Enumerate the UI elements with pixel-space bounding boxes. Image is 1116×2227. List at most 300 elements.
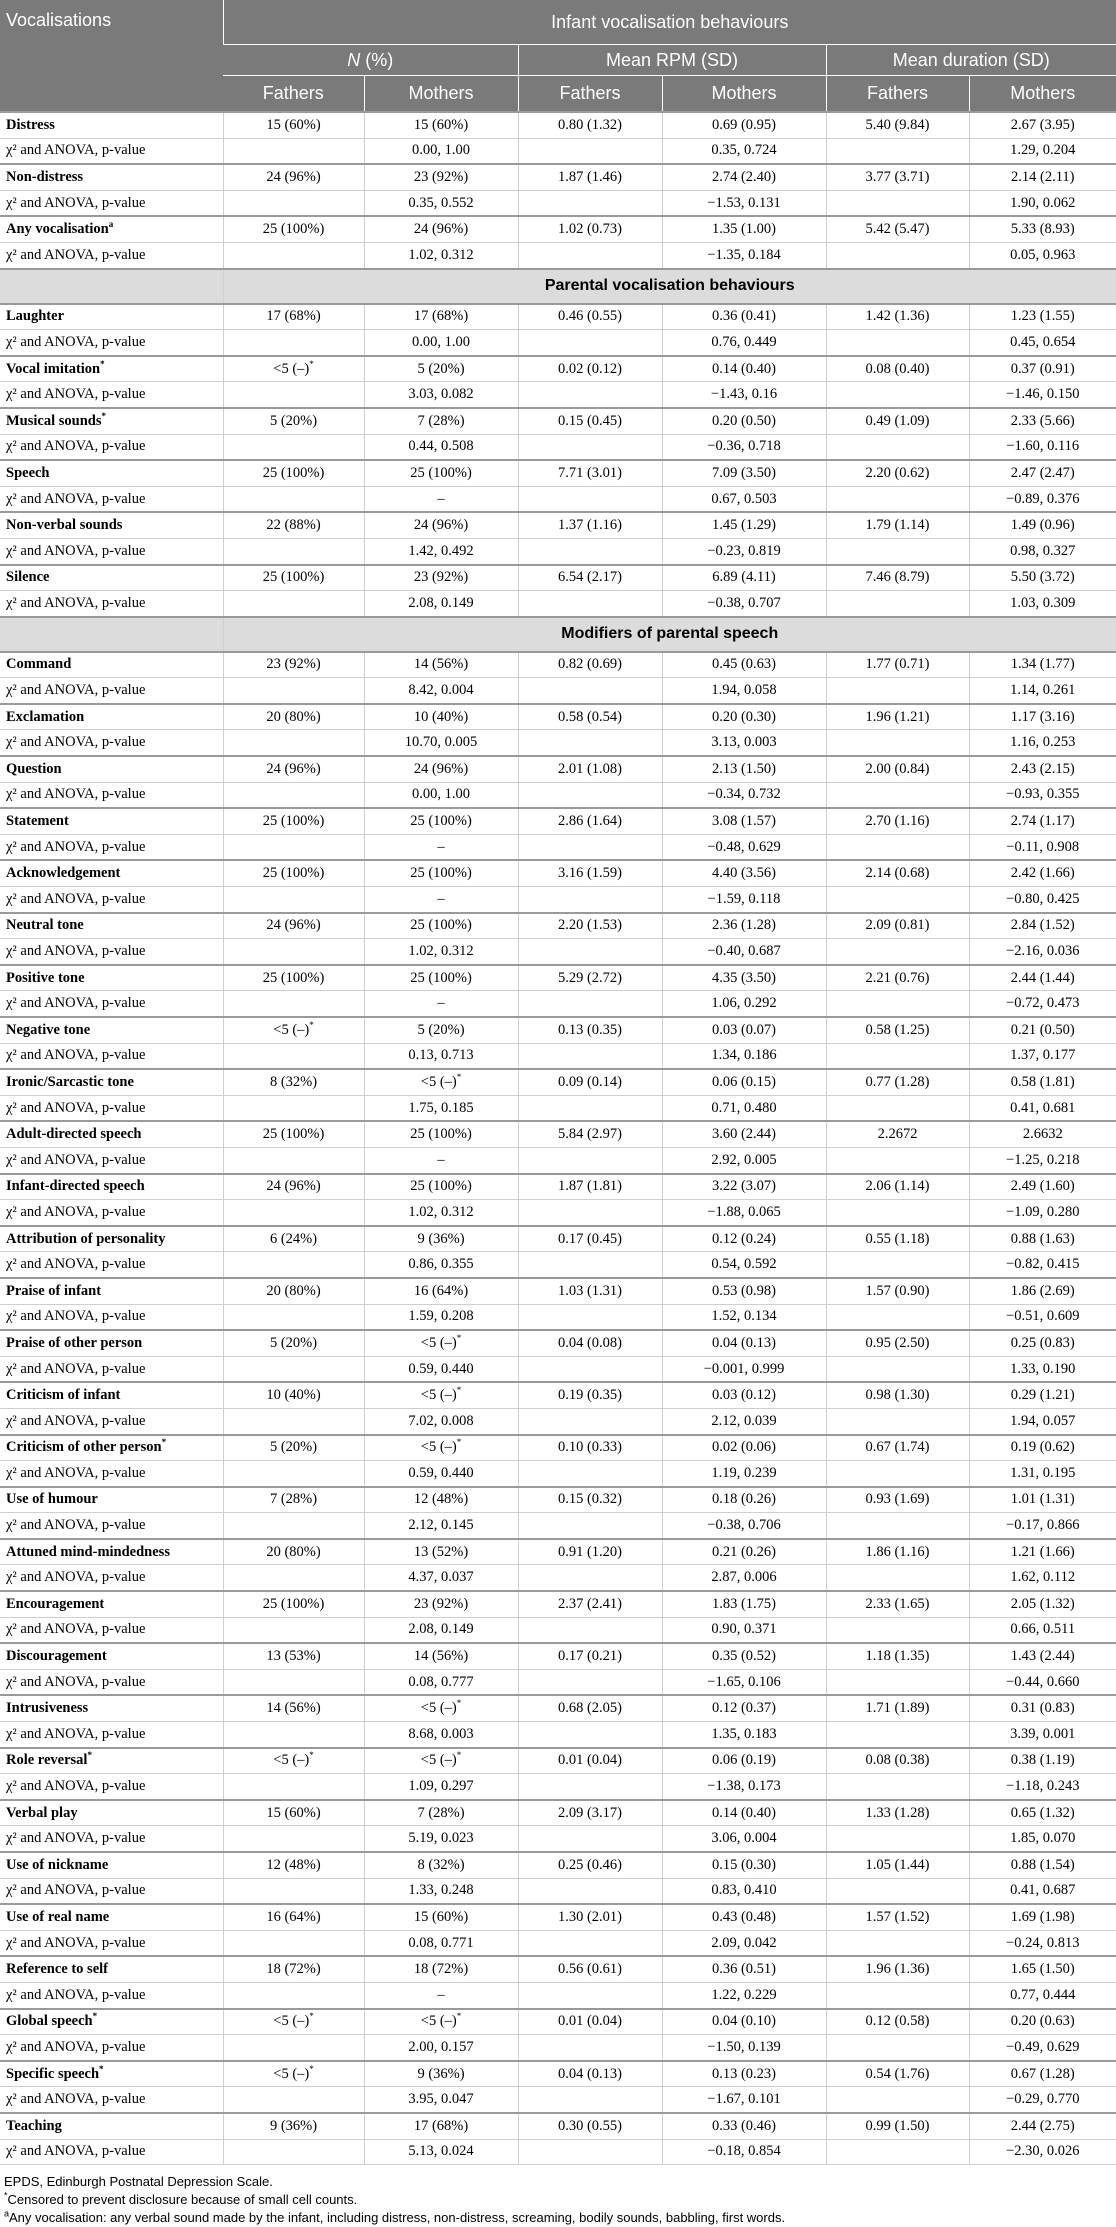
mothers-duration: 0.67 (1.28) bbox=[969, 2061, 1116, 2087]
mothers-n bbox=[364, 1121, 518, 1147]
fathers-n bbox=[223, 512, 364, 538]
fathers-rpm: 2.37 (2.41) bbox=[518, 1591, 662, 1617]
stat-empty bbox=[518, 1461, 662, 1487]
mothers-n-text: 7 (28%) bbox=[417, 412, 465, 429]
header-fathers: Fathers bbox=[223, 76, 364, 113]
duration-test-value: −1.09, 0.280 bbox=[969, 1200, 1116, 1226]
mothers-rpm: 2.13 (1.50) bbox=[662, 756, 826, 782]
rpm-test-value: 2.09, 0.042 bbox=[662, 1930, 826, 1956]
mothers-duration: 5.33 (8.93) bbox=[969, 216, 1116, 242]
stat-empty bbox=[518, 434, 662, 460]
stat-empty bbox=[826, 1930, 969, 1956]
stat-empty bbox=[223, 1565, 364, 1591]
duration-test-value: 0.41, 0.687 bbox=[969, 1878, 1116, 1904]
stat-empty bbox=[826, 1669, 969, 1695]
mothers-rpm: 0.04 (0.10) bbox=[662, 2009, 826, 2035]
fathers-rpm: 5.29 (2.72) bbox=[518, 965, 662, 991]
row-label-text: Exclamation bbox=[6, 708, 85, 725]
stat-empty bbox=[518, 834, 662, 860]
table-row bbox=[0, 860, 1116, 886]
chi-square-value: – bbox=[364, 991, 518, 1017]
fathers-n-text: <5 (–) bbox=[273, 2013, 310, 2030]
mothers-duration: 2.43 (2.15) bbox=[969, 756, 1116, 782]
rpm-test-value: −1.88, 0.065 bbox=[662, 1200, 826, 1226]
chi-square-value: 0.13, 0.713 bbox=[364, 1043, 518, 1069]
mothers-rpm: 6.89 (4.11) bbox=[662, 565, 826, 591]
row-label bbox=[0, 1800, 223, 1826]
rpm-test-value: 0.67, 0.503 bbox=[662, 486, 826, 512]
stat-empty bbox=[223, 2139, 364, 2165]
fathers-n-text: 25 (100%) bbox=[262, 969, 325, 986]
row-label bbox=[0, 913, 223, 939]
stat-empty bbox=[223, 1982, 364, 2008]
stat-row bbox=[0, 1722, 1116, 1748]
rpm-test-value: 0.71, 0.480 bbox=[662, 1095, 826, 1121]
stat-empty bbox=[826, 1774, 969, 1800]
stat-label: χ² and ANOVA, p-value bbox=[0, 2035, 223, 2061]
table-row bbox=[0, 652, 1116, 678]
chi-square-value: 1.02, 0.312 bbox=[364, 1200, 518, 1226]
fathers-n-sup: * bbox=[309, 2011, 314, 2022]
duration-test-value: 0.45, 0.654 bbox=[969, 330, 1116, 356]
stat-empty bbox=[518, 1826, 662, 1852]
duration-test-value: −0.51, 0.609 bbox=[969, 1304, 1116, 1330]
duration-test-value: 1.94, 0.057 bbox=[969, 1408, 1116, 1434]
stat-row bbox=[0, 434, 1116, 460]
fathers-n-text: 25 (100%) bbox=[262, 1126, 325, 1143]
chi-square-value: 0.08, 0.777 bbox=[364, 1669, 518, 1695]
fathers-duration: 2.09 (0.81) bbox=[826, 913, 969, 939]
mothers-n-text: <5 (–) bbox=[420, 1752, 457, 1769]
fathers-n bbox=[223, 652, 364, 678]
fathers-duration: 0.55 (1.18) bbox=[826, 1226, 969, 1252]
fathers-n bbox=[223, 1069, 364, 1095]
fathers-n bbox=[223, 356, 364, 382]
footnotes bbox=[0, 2165, 1116, 2227]
fathers-rpm: 2.09 (3.17) bbox=[518, 1800, 662, 1826]
stat-row bbox=[0, 939, 1116, 965]
fathers-rpm: 0.25 (0.46) bbox=[518, 1852, 662, 1878]
fathers-n-text: 25 (100%) bbox=[262, 569, 325, 586]
table-row bbox=[0, 1487, 1116, 1513]
row-label bbox=[0, 164, 223, 190]
row-label bbox=[0, 1330, 223, 1356]
mothers-duration: 0.29 (1.21) bbox=[969, 1382, 1116, 1408]
fathers-rpm: 0.10 (0.33) bbox=[518, 1435, 662, 1461]
chi-square-value: 7.02, 0.008 bbox=[364, 1408, 518, 1434]
stat-empty bbox=[518, 887, 662, 913]
stat-empty bbox=[223, 1669, 364, 1695]
stat-row bbox=[0, 1304, 1116, 1330]
stat-empty bbox=[518, 1930, 662, 1956]
duration-test-value: 0.77, 0.444 bbox=[969, 1982, 1116, 2008]
mothers-rpm: 0.12 (0.37) bbox=[662, 1695, 826, 1721]
row-label-text: Negative tone bbox=[6, 1021, 91, 1038]
row-label-text: Question bbox=[6, 760, 62, 777]
rpm-test-value: −0.38, 0.707 bbox=[662, 591, 826, 617]
stat-empty bbox=[223, 1408, 364, 1434]
mothers-n-sup: * bbox=[456, 1333, 462, 1344]
row-label-text: Intrusiveness bbox=[6, 1700, 89, 1717]
mothers-n bbox=[364, 1226, 518, 1252]
mothers-rpm: 0.15 (0.30) bbox=[662, 1852, 826, 1878]
stat-empty bbox=[223, 330, 364, 356]
mothers-n bbox=[364, 1278, 518, 1304]
mothers-rpm: 0.06 (0.15) bbox=[662, 1069, 826, 1095]
table-body bbox=[0, 112, 1116, 2165]
rpm-test-value: −1.59, 0.118 bbox=[662, 887, 826, 913]
stat-empty bbox=[826, 1408, 969, 1434]
mothers-duration: 2.33 (5.66) bbox=[969, 408, 1116, 434]
header-mothers: Mothers bbox=[969, 76, 1116, 113]
stat-label: χ² and ANOVA, p-value bbox=[0, 1617, 223, 1643]
mothers-n bbox=[364, 304, 518, 330]
stat-empty bbox=[223, 138, 364, 164]
stat-row bbox=[0, 330, 1116, 356]
stat-label: χ² and ANOVA, p-value bbox=[0, 939, 223, 965]
stat-empty bbox=[223, 538, 364, 564]
row-label bbox=[0, 1487, 223, 1513]
fathers-n-sup: * bbox=[309, 2063, 314, 2074]
stat-label: χ² and ANOVA, p-value bbox=[0, 1095, 223, 1121]
chi-square-value: 0.00, 1.00 bbox=[364, 330, 518, 356]
stat-empty bbox=[826, 1356, 969, 1382]
mothers-n bbox=[364, 2061, 518, 2087]
mothers-n-text: <5 (–) bbox=[420, 1387, 457, 1404]
mothers-rpm: 2.74 (2.40) bbox=[662, 164, 826, 190]
row-label-text: Specific speech bbox=[6, 2065, 100, 2082]
fathers-n bbox=[223, 1487, 364, 1513]
chi-square-value: 1.09, 0.297 bbox=[364, 1774, 518, 1800]
mothers-n-text: 17 (68%) bbox=[413, 2117, 469, 2134]
mothers-n bbox=[364, 460, 518, 486]
header-n-italic: N bbox=[347, 49, 361, 70]
stat-empty bbox=[518, 2035, 662, 2061]
stat-label: χ² and ANOVA, p-value bbox=[0, 190, 223, 216]
chi-square-value: 5.19, 0.023 bbox=[364, 1826, 518, 1852]
duration-test-value: −0.89, 0.376 bbox=[969, 486, 1116, 512]
stat-empty bbox=[826, 190, 969, 216]
mothers-rpm: 0.03 (0.12) bbox=[662, 1382, 826, 1408]
stat-empty bbox=[223, 991, 364, 1017]
stat-empty bbox=[223, 1774, 364, 1800]
stat-empty bbox=[223, 887, 364, 913]
stat-row bbox=[0, 730, 1116, 756]
chi-square-value: 2.08, 0.149 bbox=[364, 1617, 518, 1643]
stat-row bbox=[0, 486, 1116, 512]
fathers-n-text: 15 (60%) bbox=[266, 1804, 321, 1821]
chi-square-value: 0.59, 0.440 bbox=[364, 1461, 518, 1487]
fathers-n-sup: * bbox=[309, 1750, 314, 1761]
mothers-duration: 2.44 (2.75) bbox=[969, 2113, 1116, 2139]
stat-empty bbox=[223, 486, 364, 512]
duration-test-value: −1.18, 0.243 bbox=[969, 1774, 1116, 1800]
duration-test-value: −0.17, 0.866 bbox=[969, 1513, 1116, 1539]
stat-label: χ² and ANOVA, p-value bbox=[0, 486, 223, 512]
fathers-n bbox=[223, 1017, 364, 1043]
duration-test-value: 1.33, 0.190 bbox=[969, 1356, 1116, 1382]
mothers-rpm: 0.03 (0.07) bbox=[662, 1017, 826, 1043]
fathers-rpm: 0.30 (0.55) bbox=[518, 2113, 662, 2139]
row-label-text: Distress bbox=[6, 116, 55, 133]
fathers-rpm: 0.58 (0.54) bbox=[518, 704, 662, 730]
mothers-n-sup: * bbox=[456, 2011, 462, 2022]
fathers-rpm: 0.82 (0.69) bbox=[518, 652, 662, 678]
fathers-n bbox=[223, 808, 364, 834]
stat-empty bbox=[826, 1617, 969, 1643]
stat-row bbox=[0, 1043, 1116, 1069]
fathers-n-text: 12 (48%) bbox=[266, 1856, 321, 1873]
mothers-n-text: 15 (60%) bbox=[413, 1908, 469, 1925]
stat-empty bbox=[826, 1043, 969, 1069]
row-label-text: Positive tone bbox=[6, 969, 85, 986]
stat-empty bbox=[518, 2087, 662, 2113]
stat-empty bbox=[223, 782, 364, 808]
mothers-duration: 2.84 (1.52) bbox=[969, 913, 1116, 939]
stat-empty bbox=[518, 939, 662, 965]
stat-empty bbox=[518, 730, 662, 756]
fathers-rpm: 0.01 (0.04) bbox=[518, 1748, 662, 1774]
table-row bbox=[0, 2061, 1116, 2087]
section-spacer bbox=[0, 617, 223, 652]
fathers-rpm: 0.91 (1.20) bbox=[518, 1539, 662, 1565]
stat-empty bbox=[826, 1826, 969, 1852]
stat-empty bbox=[223, 2035, 364, 2061]
row-label-text: Role reversal bbox=[6, 1752, 88, 1769]
row-label-text: Encouragement bbox=[6, 1595, 105, 1612]
rpm-test-value: 3.13, 0.003 bbox=[662, 730, 826, 756]
fathers-duration: 1.79 (1.14) bbox=[826, 512, 969, 538]
mothers-n bbox=[364, 1435, 518, 1461]
row-label bbox=[0, 860, 223, 886]
stat-empty bbox=[223, 730, 364, 756]
table-row bbox=[0, 1330, 1116, 1356]
mothers-n-text: 23 (92%) bbox=[413, 1595, 469, 1612]
rpm-test-value: −1.67, 0.101 bbox=[662, 2087, 826, 2113]
fathers-duration: 1.96 (1.36) bbox=[826, 1956, 969, 1982]
stat-row bbox=[0, 1878, 1116, 1904]
stat-empty bbox=[518, 1722, 662, 1748]
fathers-rpm: 0.01 (0.04) bbox=[518, 2009, 662, 2035]
stat-label: χ² and ANOVA, p-value bbox=[0, 1408, 223, 1434]
fathers-duration: 1.57 (0.90) bbox=[826, 1278, 969, 1304]
row-label-text: Criticism of infant bbox=[6, 1387, 121, 1404]
table-row bbox=[0, 1852, 1116, 1878]
fathers-n bbox=[223, 1800, 364, 1826]
fathers-rpm: 6.54 (2.17) bbox=[518, 565, 662, 591]
table-row bbox=[0, 2113, 1116, 2139]
fathers-n-text: <5 (–) bbox=[273, 1752, 310, 1769]
stat-empty bbox=[826, 2087, 969, 2113]
stat-empty bbox=[518, 486, 662, 512]
fathers-n bbox=[223, 2113, 364, 2139]
chi-square-value: 5.13, 0.024 bbox=[364, 2139, 518, 2165]
fathers-duration: 1.57 (1.52) bbox=[826, 1904, 969, 1930]
fathers-duration: 0.93 (1.69) bbox=[826, 1487, 969, 1513]
stat-label: χ² and ANOVA, p-value bbox=[0, 1669, 223, 1695]
fathers-rpm: 0.19 (0.35) bbox=[518, 1382, 662, 1408]
fathers-n-text: 17 (68%) bbox=[266, 308, 321, 325]
chi-square-value: 3.03, 0.082 bbox=[364, 382, 518, 408]
mothers-n bbox=[364, 1539, 518, 1565]
mothers-n bbox=[364, 1069, 518, 1095]
fathers-rpm: 0.04 (0.13) bbox=[518, 2061, 662, 2087]
row-label bbox=[0, 965, 223, 991]
chi-square-value: 1.02, 0.312 bbox=[364, 242, 518, 268]
fathers-n-text: 25 (100%) bbox=[262, 865, 325, 882]
mothers-rpm: 0.21 (0.26) bbox=[662, 1539, 826, 1565]
stat-empty bbox=[826, 591, 969, 617]
stat-label: χ² and ANOVA, p-value bbox=[0, 1774, 223, 1800]
table-row bbox=[0, 460, 1116, 486]
stat-empty bbox=[518, 678, 662, 704]
fathers-duration: 0.77 (1.28) bbox=[826, 1069, 969, 1095]
row-label-text: Use of real name bbox=[6, 1908, 110, 1925]
mothers-duration: 2.05 (1.32) bbox=[969, 1591, 1116, 1617]
stat-label: χ² and ANOVA, p-value bbox=[0, 834, 223, 860]
stat-row bbox=[0, 538, 1116, 564]
rpm-test-value: 1.34, 0.186 bbox=[662, 1043, 826, 1069]
row-label-text: Laughter bbox=[6, 308, 64, 325]
rpm-test-value: 0.35, 0.724 bbox=[662, 138, 826, 164]
stat-row bbox=[0, 1095, 1116, 1121]
stat-empty bbox=[223, 1304, 364, 1330]
table-row bbox=[0, 565, 1116, 591]
mothers-n bbox=[364, 1174, 518, 1200]
row-label bbox=[0, 2009, 223, 2035]
row-label-sup: * bbox=[99, 2063, 104, 2074]
stat-empty bbox=[826, 2035, 969, 2061]
fathers-n bbox=[223, 112, 364, 138]
fathers-duration: 1.77 (0.71) bbox=[826, 652, 969, 678]
mothers-n-text: 25 (100%) bbox=[410, 813, 472, 830]
fathers-n-text: 14 (56%) bbox=[266, 1700, 321, 1717]
row-label bbox=[0, 1121, 223, 1147]
chi-square-value: 3.95, 0.047 bbox=[364, 2087, 518, 2113]
fathers-n bbox=[223, 1278, 364, 1304]
row-label bbox=[0, 1904, 223, 1930]
stat-empty bbox=[826, 1722, 969, 1748]
section-row bbox=[0, 617, 1116, 652]
rpm-test-value: 1.22, 0.229 bbox=[662, 1982, 826, 2008]
stat-row bbox=[0, 1356, 1116, 1382]
stat-row bbox=[0, 2139, 1116, 2165]
mothers-n-text: 25 (100%) bbox=[410, 917, 472, 934]
duration-test-value: 3.39, 0.001 bbox=[969, 1722, 1116, 1748]
chi-square-value: 1.33, 0.248 bbox=[364, 1878, 518, 1904]
row-label-sup: * bbox=[100, 358, 105, 369]
mothers-rpm: 0.18 (0.26) bbox=[662, 1487, 826, 1513]
mothers-n-text: 23 (92%) bbox=[413, 168, 469, 185]
stat-empty bbox=[826, 538, 969, 564]
chi-square-value: 2.00, 0.157 bbox=[364, 2035, 518, 2061]
mothers-n bbox=[364, 216, 518, 242]
fathers-duration: 2.20 (0.62) bbox=[826, 460, 969, 486]
fathers-duration: 2.00 (0.84) bbox=[826, 756, 969, 782]
mothers-n bbox=[364, 913, 518, 939]
stat-empty bbox=[223, 1826, 364, 1852]
mothers-duration: 0.31 (0.83) bbox=[969, 1695, 1116, 1721]
stat-empty bbox=[223, 834, 364, 860]
table-row bbox=[0, 2009, 1116, 2035]
fathers-n-text: 25 (100%) bbox=[262, 1595, 325, 1612]
table-row bbox=[0, 1904, 1116, 1930]
rpm-test-value: 1.52, 0.134 bbox=[662, 1304, 826, 1330]
header-mothers: Mothers bbox=[662, 76, 826, 113]
mothers-rpm: 4.35 (3.50) bbox=[662, 965, 826, 991]
stat-empty bbox=[518, 1774, 662, 1800]
fathers-n bbox=[223, 860, 364, 886]
table-row bbox=[0, 512, 1116, 538]
stat-label: χ² and ANOVA, p-value bbox=[0, 1304, 223, 1330]
stat-empty bbox=[518, 1200, 662, 1226]
fathers-rpm: 2.20 (1.53) bbox=[518, 913, 662, 939]
row-label-text: Any vocalisation bbox=[6, 221, 109, 238]
chi-square-value: 0.86, 0.355 bbox=[364, 1252, 518, 1278]
chi-square-value: 0.08, 0.771 bbox=[364, 1930, 518, 1956]
mothers-rpm: 0.33 (0.46) bbox=[662, 2113, 826, 2139]
fathers-n bbox=[223, 1226, 364, 1252]
mothers-rpm: 0.69 (0.95) bbox=[662, 112, 826, 138]
row-label-text: Musical sounds bbox=[6, 412, 102, 429]
stat-empty bbox=[518, 591, 662, 617]
row-label-text: Attribution of personality bbox=[6, 1230, 166, 1247]
fathers-duration: 1.42 (1.36) bbox=[826, 304, 969, 330]
stat-row bbox=[0, 2035, 1116, 2061]
row-label bbox=[0, 565, 223, 591]
mothers-rpm: 0.12 (0.24) bbox=[662, 1226, 826, 1252]
stat-empty bbox=[223, 382, 364, 408]
header-fathers: Fathers bbox=[518, 76, 662, 113]
rpm-test-value: 0.54, 0.592 bbox=[662, 1252, 826, 1278]
stat-empty bbox=[826, 382, 969, 408]
duration-test-value: −0.44, 0.660 bbox=[969, 1669, 1116, 1695]
row-label bbox=[0, 1591, 223, 1617]
fathers-rpm: 0.15 (0.45) bbox=[518, 408, 662, 434]
mothers-rpm: 0.02 (0.06) bbox=[662, 1435, 826, 1461]
mothers-n-text: 24 (96%) bbox=[413, 221, 469, 238]
footnote bbox=[4, 2191, 1116, 2209]
duration-test-value: −0.82, 0.415 bbox=[969, 1252, 1116, 1278]
header-corner: Vocalisations bbox=[0, 0, 223, 112]
fathers-duration: 2.2672 bbox=[826, 1121, 969, 1147]
rpm-test-value: 0.90, 0.371 bbox=[662, 1617, 826, 1643]
mothers-duration: 1.01 (1.31) bbox=[969, 1487, 1116, 1513]
fathers-n bbox=[223, 1539, 364, 1565]
stat-row bbox=[0, 1826, 1116, 1852]
fathers-n bbox=[223, 216, 364, 242]
table-row bbox=[0, 1382, 1116, 1408]
stat-row bbox=[0, 1461, 1116, 1487]
fathers-rpm: 0.80 (1.32) bbox=[518, 112, 662, 138]
stat-empty bbox=[826, 138, 969, 164]
stat-row bbox=[0, 190, 1116, 216]
mothers-n bbox=[364, 1748, 518, 1774]
row-label bbox=[0, 1956, 223, 1982]
stat-empty bbox=[518, 2139, 662, 2165]
rpm-test-value: −1.53, 0.131 bbox=[662, 190, 826, 216]
duration-test-value: −2.16, 0.036 bbox=[969, 939, 1116, 965]
duration-test-value: −1.46, 0.150 bbox=[969, 382, 1116, 408]
mothers-rpm: 3.08 (1.57) bbox=[662, 808, 826, 834]
row-label-text: Teaching bbox=[6, 2117, 62, 2134]
stat-empty bbox=[518, 1095, 662, 1121]
fathers-duration: 1.96 (1.21) bbox=[826, 704, 969, 730]
footnote-mark: * bbox=[4, 2190, 8, 2201]
rpm-test-value: 1.35, 0.183 bbox=[662, 1722, 826, 1748]
mothers-duration: 1.34 (1.77) bbox=[969, 652, 1116, 678]
chi-square-value: 1.42, 0.492 bbox=[364, 538, 518, 564]
